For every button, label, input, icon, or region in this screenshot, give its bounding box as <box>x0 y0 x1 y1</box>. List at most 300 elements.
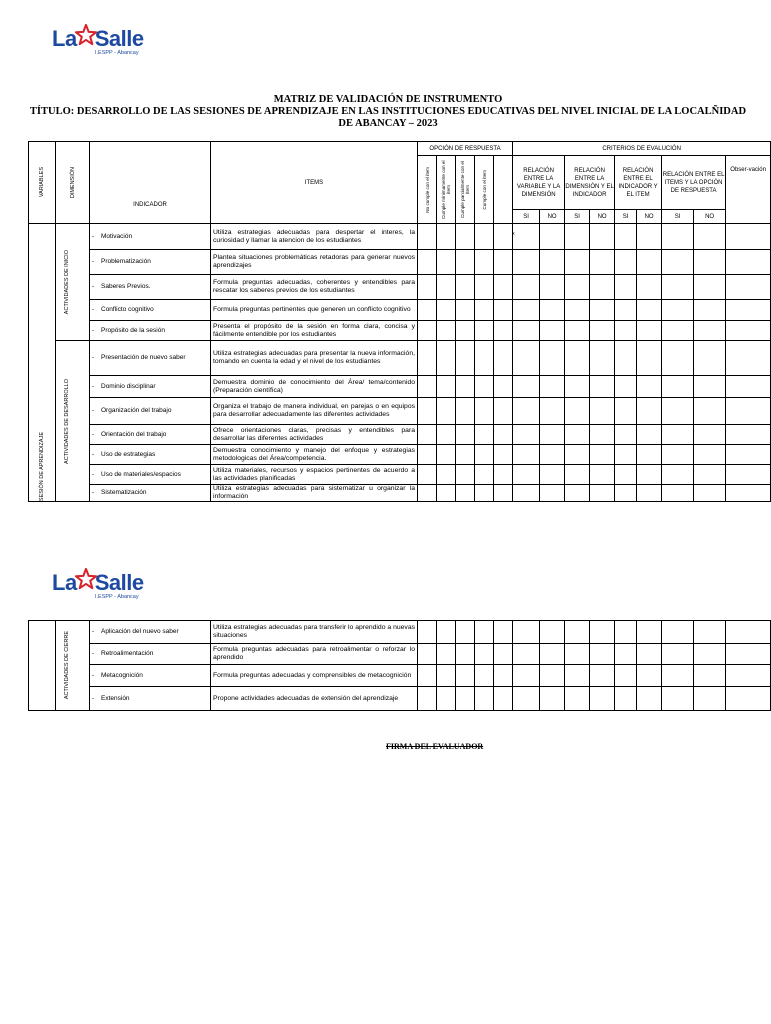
response-cell[interactable] <box>694 665 726 687</box>
response-cell[interactable] <box>513 445 540 465</box>
response-cell[interactable] <box>662 425 694 445</box>
response-cell[interactable] <box>437 224 456 250</box>
response-cell[interactable] <box>694 425 726 445</box>
response-cell[interactable] <box>418 445 437 465</box>
response-cell[interactable] <box>637 250 662 275</box>
response-cell[interactable] <box>513 341 540 376</box>
option-cumple-parcialmente: Cumple parcialmente con el ítem <box>456 156 475 224</box>
response-cell[interactable] <box>540 341 565 376</box>
response-cell[interactable] <box>475 376 494 398</box>
variable-cell <box>29 621 56 711</box>
response-cell[interactable] <box>637 485 662 502</box>
response-cell[interactable] <box>513 224 540 250</box>
response-cell[interactable] <box>513 644 540 665</box>
indicator-label: Conflicto cognitivo <box>101 306 154 313</box>
response-cell[interactable] <box>615 376 637 398</box>
response-cell[interactable] <box>437 621 456 644</box>
response-cell[interactable] <box>726 300 771 321</box>
response-cell[interactable] <box>726 665 771 687</box>
response-cell[interactable] <box>590 445 615 465</box>
indicator-cell <box>90 621 211 644</box>
dimension-cell: ACTIVIDADES DE DESARROLLO <box>56 341 90 502</box>
response-cell[interactable] <box>494 275 513 300</box>
response-cell[interactable] <box>540 621 565 644</box>
table-row <box>29 485 771 502</box>
response-cell[interactable] <box>540 321 565 341</box>
indicator-label: Orientación del trabajo <box>101 430 167 438</box>
bullet-dash: - <box>92 628 95 635</box>
response-cell[interactable] <box>637 224 662 250</box>
response-cell[interactable] <box>513 398 540 425</box>
response-cell[interactable] <box>494 300 513 321</box>
response-cell[interactable] <box>637 621 662 644</box>
response-cell[interactable] <box>418 665 437 687</box>
si-column-header: SI <box>662 210 694 224</box>
response-cell[interactable] <box>615 224 637 250</box>
response-cell[interactable] <box>494 621 513 644</box>
si-column-header: SI <box>565 210 590 224</box>
response-cell[interactable] <box>637 300 662 321</box>
response-cell[interactable] <box>494 445 513 465</box>
header-opcion-respuesta: OPCIÓN DE RESPUESTA <box>418 142 513 156</box>
response-cell[interactable] <box>437 485 456 502</box>
response-cell[interactable] <box>590 341 615 376</box>
table-row <box>29 665 771 687</box>
response-cell[interactable] <box>694 465 726 485</box>
bullet-dash: - <box>92 489 95 496</box>
response-cell[interactable] <box>637 341 662 376</box>
indicator-label: Retroalimentación <box>101 650 154 657</box>
response-cell[interactable] <box>662 465 694 485</box>
response-cell[interactable] <box>726 687 771 711</box>
item-text: Utiliza estrategias adecuadas para transferir lo aprendido a nuevas situaciones <box>211 621 418 644</box>
response-cell[interactable] <box>456 398 475 425</box>
response-cell[interactable] <box>726 376 771 398</box>
response-cell[interactable] <box>513 275 540 300</box>
response-cell[interactable] <box>418 687 437 711</box>
response-cell[interactable] <box>475 485 494 502</box>
bullet-dash: - <box>92 450 95 458</box>
response-cell[interactable] <box>615 300 637 321</box>
response-cell[interactable] <box>590 425 615 445</box>
response-cell[interactable] <box>494 687 513 711</box>
indicator-cell <box>90 665 211 687</box>
response-cell[interactable] <box>694 621 726 644</box>
response-cell[interactable] <box>565 376 590 398</box>
item-text: Utiliza materiales, recursos y espacios pertinentes de acuerdo a las actividades planificadas <box>211 465 418 485</box>
response-cell[interactable] <box>437 445 456 465</box>
indicator-label: Presentación de nuevo saber <box>101 354 186 361</box>
indicator-label: Dominio disciplinar <box>101 382 156 390</box>
response-cell[interactable] <box>637 644 662 665</box>
response-cell[interactable] <box>437 687 456 711</box>
indicator-cell <box>90 300 211 321</box>
item-text: Utiliza estrategias adecuadas para despertar el interes, la curiosidad y llamar la atencion de los estudiantes <box>211 224 418 250</box>
response-cell[interactable] <box>540 376 565 398</box>
table-row <box>29 621 771 644</box>
indicator-cell <box>90 485 211 502</box>
response-cell[interactable] <box>565 425 590 445</box>
table-row <box>29 465 771 485</box>
response-cell[interactable] <box>615 275 637 300</box>
response-cell[interactable] <box>418 485 437 502</box>
response-cell[interactable] <box>637 398 662 425</box>
response-cell[interactable] <box>726 465 771 485</box>
response-cell[interactable] <box>475 250 494 275</box>
indicator-label: Saberes Previos. <box>101 283 151 290</box>
response-cell[interactable] <box>475 341 494 376</box>
response-cell[interactable] <box>662 687 694 711</box>
response-cell[interactable] <box>726 224 771 250</box>
response-cell[interactable] <box>615 425 637 445</box>
response-cell[interactable] <box>540 687 565 711</box>
indicator-label: Metacognición <box>101 671 143 679</box>
criteria-variable-dimension: RELACIÓN ENTRE LA VARIABLE Y LA DIMENSIÓN <box>513 156 565 210</box>
response-cell[interactable] <box>456 224 475 250</box>
response-cell[interactable] <box>662 321 694 341</box>
response-cell[interactable] <box>456 621 475 644</box>
response-cell[interactable] <box>662 445 694 465</box>
star-icon <box>75 24 97 46</box>
response-cell[interactable] <box>637 445 662 465</box>
response-cell[interactable] <box>494 644 513 665</box>
response-cell[interactable] <box>565 485 590 502</box>
response-cell[interactable] <box>726 485 771 502</box>
response-cell[interactable] <box>540 445 565 465</box>
response-cell[interactable] <box>456 465 475 485</box>
response-cell[interactable] <box>513 425 540 445</box>
response-cell[interactable] <box>590 376 615 398</box>
response-cell[interactable] <box>437 665 456 687</box>
response-cell[interactable] <box>694 398 726 425</box>
response-cell[interactable] <box>475 275 494 300</box>
response-cell[interactable] <box>540 300 565 321</box>
response-cell[interactable] <box>540 275 565 300</box>
indicator-cell <box>90 398 211 425</box>
response-cell[interactable] <box>694 485 726 502</box>
response-cell[interactable] <box>540 465 565 485</box>
header-dimension: DIMENSIÓN <box>56 142 90 224</box>
response-cell[interactable] <box>456 300 475 321</box>
item-text: Plantea situaciones problemáticas retadoras para generar nuevos aprendizajes <box>211 250 418 275</box>
response-cell[interactable] <box>590 644 615 665</box>
response-cell[interactable] <box>437 644 456 665</box>
logo-tagline: I.ESPP - Abancay <box>95 50 139 56</box>
bullet-dash: - <box>92 283 95 290</box>
response-cell[interactable] <box>437 321 456 341</box>
response-cell[interactable] <box>513 300 540 321</box>
response-cell[interactable] <box>590 300 615 321</box>
response-cell[interactable] <box>513 621 540 644</box>
response-cell[interactable] <box>662 398 694 425</box>
response-cell[interactable] <box>456 341 475 376</box>
response-cell[interactable] <box>637 321 662 341</box>
response-cell[interactable] <box>615 250 637 275</box>
response-cell[interactable] <box>456 376 475 398</box>
response-cell[interactable] <box>565 250 590 275</box>
response-cell[interactable] <box>694 687 726 711</box>
response-cell[interactable] <box>662 341 694 376</box>
indicator-cell <box>90 275 211 300</box>
response-cell[interactable] <box>565 465 590 485</box>
response-cell[interactable] <box>694 376 726 398</box>
response-cell[interactable] <box>475 425 494 445</box>
lasalle-logo-page2 <box>52 568 152 604</box>
logo-brand-left: La <box>52 570 77 595</box>
response-cell[interactable] <box>456 445 475 465</box>
response-cell[interactable] <box>615 445 637 465</box>
response-cell[interactable] <box>615 621 637 644</box>
response-cell[interactable] <box>637 687 662 711</box>
response-cell[interactable] <box>565 341 590 376</box>
response-cell[interactable] <box>694 224 726 250</box>
response-cell[interactable] <box>437 250 456 275</box>
response-cell[interactable] <box>694 250 726 275</box>
response-cell[interactable] <box>615 341 637 376</box>
response-cell[interactable] <box>662 485 694 502</box>
validation-matrix-continuation <box>28 620 771 711</box>
signature-label: FIRMA DEL EVALUADOR <box>386 742 484 751</box>
response-cell[interactable] <box>637 376 662 398</box>
indicator-label: Motivación <box>101 232 133 240</box>
response-cell[interactable] <box>565 644 590 665</box>
item-text: Ofrece orientaciones claras, precisas y entendibles para desarrollar las diferentes actividades <box>211 425 418 445</box>
header-items: ITEMS <box>211 142 418 224</box>
bullet-dash: - <box>92 694 95 702</box>
indicator-cell <box>90 445 211 465</box>
response-cell[interactable] <box>565 398 590 425</box>
response-cell[interactable] <box>540 250 565 275</box>
response-cell[interactable] <box>540 425 565 445</box>
response-cell[interactable] <box>615 687 637 711</box>
response-cell[interactable] <box>456 250 475 275</box>
response-cell[interactable] <box>418 621 437 644</box>
response-cell[interactable] <box>662 250 694 275</box>
response-cell[interactable] <box>475 300 494 321</box>
option-no-cumple: No cumple con el ítem <box>418 156 437 224</box>
response-cell[interactable] <box>694 321 726 341</box>
item-text: Utiliza estrategias adecuadas para presentar la nueva información, tomando en cuenta la edad y el nivel de los estudiantes <box>211 341 418 376</box>
response-cell[interactable] <box>437 300 456 321</box>
no-column-header: NO <box>637 210 662 224</box>
item-text: Formula preguntas adecuadas para retroalimentar o reforzar lo aprendido <box>211 644 418 665</box>
response-cell[interactable] <box>418 341 437 376</box>
response-cell[interactable] <box>513 665 540 687</box>
response-cell[interactable] <box>615 644 637 665</box>
response-cell[interactable] <box>475 665 494 687</box>
response-cell[interactable] <box>475 621 494 644</box>
response-cell[interactable] <box>615 465 637 485</box>
response-cell[interactable] <box>456 321 475 341</box>
response-cell[interactable] <box>615 398 637 425</box>
response-cell[interactable] <box>494 341 513 376</box>
response-cell[interactable] <box>726 321 771 341</box>
response-cell[interactable] <box>694 300 726 321</box>
response-cell[interactable] <box>418 321 437 341</box>
response-cell[interactable] <box>565 445 590 465</box>
response-cell[interactable] <box>726 445 771 465</box>
response-cell[interactable] <box>565 321 590 341</box>
table-row <box>29 376 771 398</box>
item-text: Formula preguntas adecuadas, coherentes y entendibles para rescatar los saberes previos de los estudiantes <box>211 275 418 300</box>
response-cell[interactable] <box>662 665 694 687</box>
response-cell[interactable] <box>590 621 615 644</box>
response-cell[interactable] <box>418 250 437 275</box>
response-cell[interactable] <box>418 398 437 425</box>
indicator-cell <box>90 376 211 398</box>
table-row <box>29 300 771 321</box>
response-cell[interactable] <box>418 275 437 300</box>
response-cell[interactable] <box>694 644 726 665</box>
indicator-cell <box>90 687 211 711</box>
response-cell[interactable] <box>513 485 540 502</box>
response-cell[interactable] <box>494 224 513 250</box>
indicator-label: Uso de estrategias <box>101 450 156 458</box>
header-criterios: CRITERIOS DE EVALUCIÓN <box>513 142 771 156</box>
response-cell[interactable] <box>437 376 456 398</box>
table-row <box>29 250 771 275</box>
lasalle-logo <box>52 24 152 60</box>
response-cell[interactable] <box>475 465 494 485</box>
option-cumple: Cumple con el ítem <box>475 156 494 224</box>
response-cell[interactable] <box>513 321 540 341</box>
response-cell[interactable] <box>494 485 513 502</box>
response-cell[interactable] <box>694 341 726 376</box>
response-cell[interactable] <box>662 275 694 300</box>
response-cell[interactable] <box>418 224 437 250</box>
response-cell[interactable] <box>637 425 662 445</box>
response-cell[interactable] <box>418 644 437 665</box>
response-cell[interactable] <box>726 425 771 445</box>
indicator-cell <box>90 321 211 341</box>
response-cell[interactable] <box>494 465 513 485</box>
response-cell[interactable] <box>494 376 513 398</box>
response-cell[interactable] <box>418 425 437 445</box>
response-cell[interactable] <box>565 621 590 644</box>
response-cell[interactable] <box>494 398 513 425</box>
response-cell[interactable] <box>540 224 565 250</box>
indicator-label: Sistematización <box>101 489 147 496</box>
response-cell[interactable] <box>565 275 590 300</box>
response-cell[interactable] <box>565 665 590 687</box>
response-cell[interactable] <box>540 485 565 502</box>
response-cell[interactable] <box>590 224 615 250</box>
response-cell[interactable] <box>590 275 615 300</box>
response-cell[interactable] <box>540 665 565 687</box>
response-cell[interactable] <box>726 644 771 665</box>
response-cell[interactable] <box>513 376 540 398</box>
response-cell[interactable] <box>456 687 475 711</box>
response-cell[interactable] <box>590 485 615 502</box>
response-cell[interactable] <box>437 465 456 485</box>
indicator-cell <box>90 224 211 250</box>
response-cell[interactable] <box>590 665 615 687</box>
response-cell[interactable] <box>494 250 513 275</box>
response-cell[interactable] <box>662 644 694 665</box>
response-cell[interactable] <box>418 376 437 398</box>
response-cell[interactable] <box>475 445 494 465</box>
response-cell[interactable] <box>615 665 637 687</box>
response-cell[interactable] <box>662 300 694 321</box>
header-indicador: INDICADOR <box>90 142 211 224</box>
logo-tagline: I.ESPP - Abancay <box>95 594 139 600</box>
response-cell[interactable] <box>513 250 540 275</box>
response-cell[interactable] <box>475 644 494 665</box>
response-cell[interactable] <box>726 250 771 275</box>
response-cell[interactable] <box>513 465 540 485</box>
response-cell[interactable] <box>726 341 771 376</box>
response-cell[interactable] <box>565 224 590 250</box>
response-cell[interactable] <box>540 398 565 425</box>
header-observacion: Obser-vación <box>726 156 771 224</box>
response-cell[interactable] <box>726 275 771 300</box>
response-cell[interactable] <box>437 341 456 376</box>
response-cell[interactable] <box>662 621 694 644</box>
bullet-dash: - <box>92 470 95 478</box>
response-cell[interactable] <box>590 398 615 425</box>
response-cell[interactable] <box>694 275 726 300</box>
response-cell[interactable] <box>437 425 456 445</box>
bullet-dash: - <box>92 430 95 438</box>
response-cell[interactable] <box>494 665 513 687</box>
response-cell[interactable] <box>590 321 615 341</box>
response-cell[interactable] <box>456 275 475 300</box>
response-cell[interactable] <box>456 665 475 687</box>
response-cell[interactable] <box>590 687 615 711</box>
item-text: Presenta el propósito de la sesión en forma clara, concisa y fácilmente entendible por los estudiantes <box>211 321 418 341</box>
response-cell[interactable] <box>456 425 475 445</box>
indicator-label: Propósito de la sesión <box>101 326 165 334</box>
indicator-cell <box>90 341 211 376</box>
response-cell[interactable] <box>437 398 456 425</box>
response-cell[interactable] <box>418 300 437 321</box>
indicator-cell <box>90 644 211 665</box>
response-cell[interactable] <box>494 425 513 445</box>
si-column-header: SI <box>615 210 637 224</box>
response-cell[interactable] <box>475 687 494 711</box>
response-cell[interactable] <box>475 224 494 250</box>
response-cell[interactable] <box>662 376 694 398</box>
response-cell[interactable] <box>494 321 513 341</box>
response-cell[interactable] <box>637 275 662 300</box>
response-cell[interactable] <box>565 300 590 321</box>
response-cell[interactable] <box>694 445 726 465</box>
response-cell[interactable] <box>726 621 771 644</box>
response-cell[interactable] <box>590 465 615 485</box>
bullet-dash: - <box>92 650 95 657</box>
response-cell[interactable] <box>475 398 494 425</box>
response-cell[interactable] <box>590 250 615 275</box>
response-cell[interactable] <box>418 465 437 485</box>
response-cell[interactable] <box>475 321 494 341</box>
response-cell[interactable] <box>726 398 771 425</box>
response-cell[interactable] <box>637 465 662 485</box>
item-text: Organiza el trabajo de manera individual, en parejas o en equipos para desarrollar adecuadamente las diferentes actividades <box>211 398 418 425</box>
response-cell[interactable] <box>615 321 637 341</box>
table-row <box>29 321 771 341</box>
response-cell[interactable] <box>662 224 694 250</box>
response-cell[interactable] <box>456 485 475 502</box>
response-cell[interactable] <box>513 687 540 711</box>
dimension-cell: ACTIVIDADES DE INICIO <box>56 224 90 341</box>
response-cell[interactable] <box>637 665 662 687</box>
response-cell[interactable] <box>615 485 637 502</box>
response-cell[interactable] <box>437 275 456 300</box>
response-cell[interactable] <box>540 644 565 665</box>
response-cell[interactable] <box>565 687 590 711</box>
criteria-dimension-indicador: RELACIÓN ENTRE LA DIMENSIÓN Y EL INDICADOR <box>565 156 615 210</box>
response-cell[interactable] <box>456 644 475 665</box>
